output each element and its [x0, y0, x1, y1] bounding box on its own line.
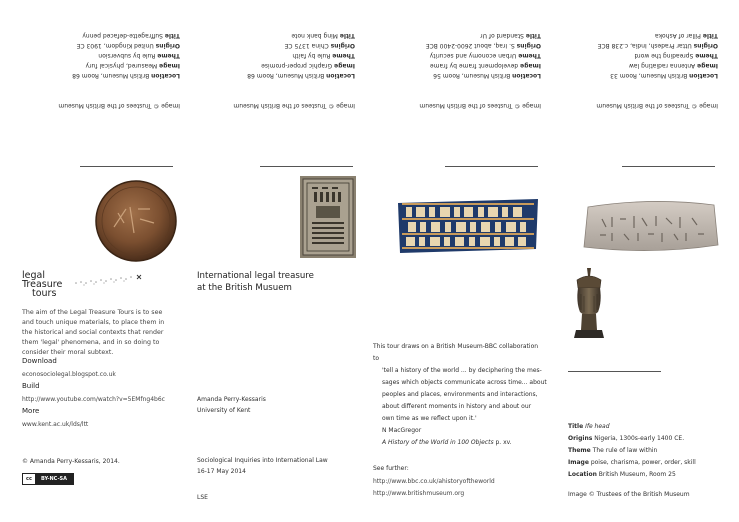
build-heading: Build — [22, 382, 40, 390]
ife-image-value: poise, charisma, power, order, skill — [590, 459, 696, 466]
cover-title-line-2: at the British Musuem — [197, 283, 292, 293]
cc-badge-terms: BY-NC-SA — [35, 474, 73, 484]
tour-lead-text: This tour draws on a British Museum-BBC collaboration to — [373, 343, 539, 362]
label: Location — [568, 471, 597, 478]
event-dates: 16-17 May 2014 — [197, 468, 246, 475]
download-heading: Download — [22, 357, 57, 365]
title-value: Ming bank note — [291, 32, 338, 39]
divider — [622, 166, 715, 167]
ife-credit-text: Image © Trustees of the British Museum — [568, 491, 690, 498]
bbc-link[interactable]: http://www.bbc.co.uk/ahistoryoftheworld — [373, 478, 495, 485]
book-page: p. xv. — [493, 439, 512, 446]
quote-source — [382, 437, 547, 449]
cover-title — [197, 270, 314, 294]
ife-origins-row — [568, 434, 684, 444]
origins-value: United Kingdom, 1903 CE — [76, 42, 154, 49]
location-value: British Museum, Room 68 — [247, 72, 325, 79]
quote-line: own time as we reflect upon it.' — [382, 415, 477, 422]
standard-of-ur-image — [398, 199, 538, 254]
ife-location-row — [568, 470, 676, 480]
ife-head-image — [568, 268, 610, 352]
label: Location — [512, 72, 541, 79]
credit-text: Image © Trustees of the British Museum — [233, 102, 355, 109]
ife-title-row — [568, 422, 610, 432]
logo-dots-graphic — [72, 273, 152, 287]
label: Origins — [330, 42, 355, 49]
penny-image — [94, 179, 178, 263]
quote-line: peoples and places, environments and interactions, — [382, 391, 538, 398]
intro-text: The aim of the Legal Treasure Tours is to see and touch unique materials, to place them in the historical and social contexts that render them 'legal' phenomena, and in so doing to consider their moral subtext. — [22, 309, 165, 356]
british-museum-link[interactable]: http://www.britishmuseum.org — [373, 490, 465, 497]
author-affiliation: University of Kent — [197, 407, 251, 414]
cover-title-line-1: International legal treasure — [197, 271, 314, 281]
see-further-heading: See further: — [373, 465, 409, 472]
cc-badge-icon: cc — [23, 474, 35, 484]
label: Location — [326, 72, 355, 79]
quote-line: sages which objects communicate across time... about — [382, 379, 547, 386]
quote-line: about different moments in history and about our — [382, 403, 532, 410]
label: Origins — [693, 42, 718, 49]
label: Theme — [568, 447, 591, 454]
credit-text: Image © Trustees of the British Museum — [58, 102, 180, 109]
label: Image — [159, 62, 180, 69]
label: Theme — [695, 52, 718, 59]
ife-origins-value: Nigeria, 1300s-early 1400 CE. — [594, 435, 685, 442]
logo-line-2: Treasure — [22, 279, 63, 290]
panel-ashoka-text — [573, 10, 718, 110]
label: Title — [568, 423, 584, 430]
label: Image — [334, 62, 355, 69]
theme-value: Rule by faith — [292, 52, 331, 59]
label: Title — [525, 32, 541, 39]
title-value: Standard of Ur — [480, 32, 524, 39]
quote-author: N MacGregor — [382, 427, 422, 434]
build-link[interactable]: http://www.youtube.com/watch?v=5EMfng4b6c — [22, 396, 165, 403]
tour-quote — [382, 365, 547, 449]
label: Title — [702, 32, 718, 39]
divider — [445, 166, 538, 167]
ife-image-row — [568, 458, 696, 468]
author-name: Amanda Perry-Kessaris — [197, 396, 266, 403]
copyright-text: © Amanda Perry-Kessaris, 2014. — [22, 458, 120, 465]
label: Title — [164, 32, 180, 39]
title-value: Suffragette-defaced penny — [82, 32, 163, 39]
label: Theme — [332, 52, 355, 59]
credit-text: Image © Trustees of the British Museum — [419, 102, 541, 109]
credit-text: Image © Trustees of the British Museum — [596, 102, 718, 109]
label: Origins — [155, 42, 180, 49]
divider — [80, 166, 173, 167]
ife-theme-value: The rule of law within — [592, 447, 658, 454]
divider — [260, 166, 353, 167]
label: Origins — [568, 435, 593, 442]
origins-value: S. Iraq, about 2600-2400 BCE — [425, 42, 515, 49]
event-venue: LSE — [197, 494, 208, 501]
more-heading: More — [22, 407, 40, 415]
label: Image — [697, 62, 718, 69]
ife-theme-row — [568, 446, 657, 456]
theme-value: Spreading the word — [634, 52, 694, 59]
quote-line: 'tell a history of the world ... by deciphering the mes- — [382, 367, 542, 374]
label: Theme — [518, 52, 541, 59]
location-value: British Museum, Room 33 — [610, 72, 688, 79]
image-value: Graphic proper-promise — [261, 62, 333, 69]
label: Location — [689, 72, 718, 79]
book-title: A History of the World in 100 Objects — [382, 439, 494, 446]
ife-location-value: British Museum, Room 25 — [598, 471, 676, 478]
origins-value: Uttar Pradesh, India, c.238 BCE — [597, 42, 692, 49]
image-value: development frame by frame — [429, 62, 519, 69]
cc-license-badge[interactable] — [22, 473, 74, 485]
ming-banknote-image — [300, 176, 356, 258]
label: Location — [151, 72, 180, 79]
label: Origins — [516, 42, 541, 49]
pillar-of-ashoka-image — [582, 197, 720, 255]
label: Image — [520, 62, 541, 69]
logo-line-1: legal — [22, 270, 45, 281]
label: Image — [568, 459, 589, 466]
panel-ming-text — [215, 10, 355, 110]
title-value: Pillar of Ashoka — [654, 32, 701, 39]
tour-lead — [373, 341, 543, 365]
ife-title-value: Ife head — [585, 423, 610, 430]
legal-treasure-tours-logo — [22, 271, 142, 311]
download-link[interactable]: econosociolegal.blogspot.co.uk — [22, 371, 116, 378]
logo-line-3: tours — [32, 288, 57, 299]
origins-value: China 1375 CE — [284, 42, 329, 49]
theme-value: Urban economy and security — [429, 52, 517, 59]
label: Theme — [157, 52, 180, 59]
more-link[interactable]: www.kent.ac.uk/lds/ltt — [22, 421, 89, 428]
image-value: Antenna radiating law — [628, 62, 696, 69]
label: Title — [339, 32, 355, 39]
event-title: Sociological Inquiries into International Law — [197, 457, 328, 464]
location-value: British Museum, Room 68 — [72, 72, 150, 79]
panel-ur-text — [396, 10, 541, 110]
panel-penny-text — [40, 10, 180, 110]
location-value: British Museum, Room 56 — [433, 72, 511, 79]
divider — [568, 371, 661, 372]
image-value: Measured, physical fury — [85, 62, 158, 69]
theme-value: Rule by subversion — [98, 52, 156, 59]
